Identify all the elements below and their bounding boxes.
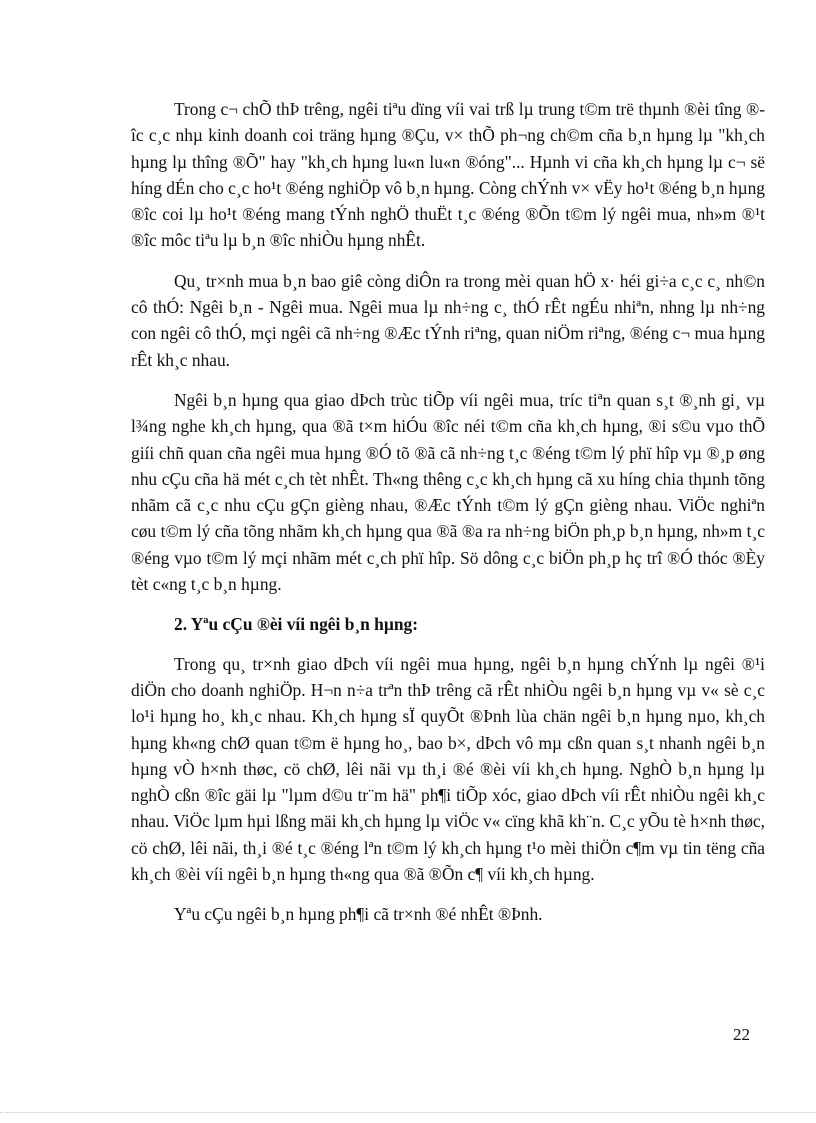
paragraph-5: Yªu cÇu ngêi b¸n hµng ph¶i cã tr×nh ®é nhÊt ®Þnh.: [174, 904, 543, 925]
section-heading: 2. Yªu cÇu ®èi víi ngêi b¸n hµng:: [174, 614, 419, 635]
page-body: [131, 96, 765, 928]
paragraph-3: Ngêi b¸n hµng qua giao dÞch trùc tiÕp víi ngêi mua, tríc tiªn quan s¸t ®¸nh gi¸ vµ l¾ng nghe kh¸ch hµng, qua ®ã t×m hiÓu ®îc néi t©m cña kh¸ch hµng, ®i s©u vµo thÕ giíi chñ quan cña ngêi mua hµng ®Ó tõ ®ã cã nh÷ng t¸c ®éng t©m lý phï hîp vµ ®¸p øng nhu cÇu cña hä mét c¸ch tèt nhÊt. Th«ng thêng c¸c kh¸ch hµng cã xu híng chia thµnh tõng nhãm cã c¸c nhu cÇu gÇn gièng nhau, ®Æc tÝnh t©m lý gÇn gièng nhau. ViÖc nghiªn cøu t©m lý cña tõng nhãm kh¸ch hµng qua ®ã ®a ra nh÷ng biÖn ph¸p b¸n hµng, nh»m t¸c ®éng vµo t©m lý mçi nhãm mét c¸ch phï hîp. Sö dông c¸c biÖn ph¸p hç trî ®Ó thóc ®Èy tèt c«ng t¸c b¸n hµng.: [131, 389, 765, 595]
paragraph-1: Trong c¬ chÕ thÞ trêng, ngêi tiªu dïng víi vai trß lµ trung t©m trë thµnh ®èi tîng ®îc c¸c nhµ kinh doanh coi träng hµng ®Çu, v× thÕ ph¬ng ch©m cña b¸n hµng lµ "kh¸ch hµng lµ thîng ®Õ" hay "kh¸ch hµng lu«n lu«n ®óng"... Hµnh vi cña kh¸ch hµng lµ c¬ së híng dÉn cho c¸c ho¹t ®éng nghiÖp vô b¸n hµng. Còng chÝnh v× vËy ho¹t ®éng b¸n hµng ®îc coi lµ ho¹t ®éng mang tÝnh nghÖ thuËt t¸c ®éng ®Õn t©m lý ngêi mua, nh»m ®¹t ®îc môc tiªu lµ b¸n ®îc nhiÒu hµng nhÊt.: [131, 99, 765, 251]
paragraph-2: Qu¸ tr×nh mua b¸n bao giê còng diÔn ra trong mèi quan hÖ x· héi gi÷a c¸c c¸ nh©n cô thÓ: Ngêi b¸n - Ngêi mua. Ngêi mua lµ nh÷ng c¸ thÓ rÊt ngÉu nhiªn, nhng lµ nh÷ng con ngêi cô thÓ, mçi ngêi cã nh÷ng ®Æc tÝnh riªng, quan niÖm riªng, ®éng c¬ mua hµng rÊt kh¸c nhau.: [131, 270, 765, 370]
paragraph-4: Trong qu¸ tr×nh giao dÞch víi ngêi mua hµng, ngêi b¸n hµng chÝnh lµ ngêi ®¹i diÖn cho doanh nghiÖp. H¬n n÷a trªn thÞ trêng cã rÊt nhiÒu ngêi b¸n hµng vµ v« sè c¸c lo¹i hµng ho¸ kh¸c nhau. Kh¸ch hµng sÏ quyÕt ®Þnh lùa chän ngêi b¸n hµng nµo, kh¸ch hµng kh«ng chØ quan t©m ë hµng ho¸, bao b×, dÞch vô mµ cßn quan s¸t nhanh ngêi b¸n hµng vÒ h×nh thøc, cö chØ, lêi nãi vµ th¸i ®é ®èi víi kh¸ch hµng. NghÒ b¸n hµng lµ nghÒ cßn ®îc gäi lµ "lµm d©u tr¨m hä" ph¶i tiÕp xóc, giao dÞch víi rÊt nhiÒu ngêi kh¸c nhau. ViÖc lµm hµi lßng mäi kh¸ch hµng lµ viÖc v« cïng khã kh¨n. C¸c yÕu tè h×nh thøc, cö chØ, lêi nãi, th¸i ®é t¸c ®éng lªn t©m lý kh¸ch hµng t¹o mèi thiÖn c¶m vµ tin tëng cña kh¸ch ®èi víi ngêi b¸n hµng th«ng qua ®ã ®Õn c¶ víi kh¸ch hµng.: [131, 653, 765, 885]
bottom-divider: [0, 1112, 816, 1113]
page-number: 22: [733, 1025, 750, 1044]
